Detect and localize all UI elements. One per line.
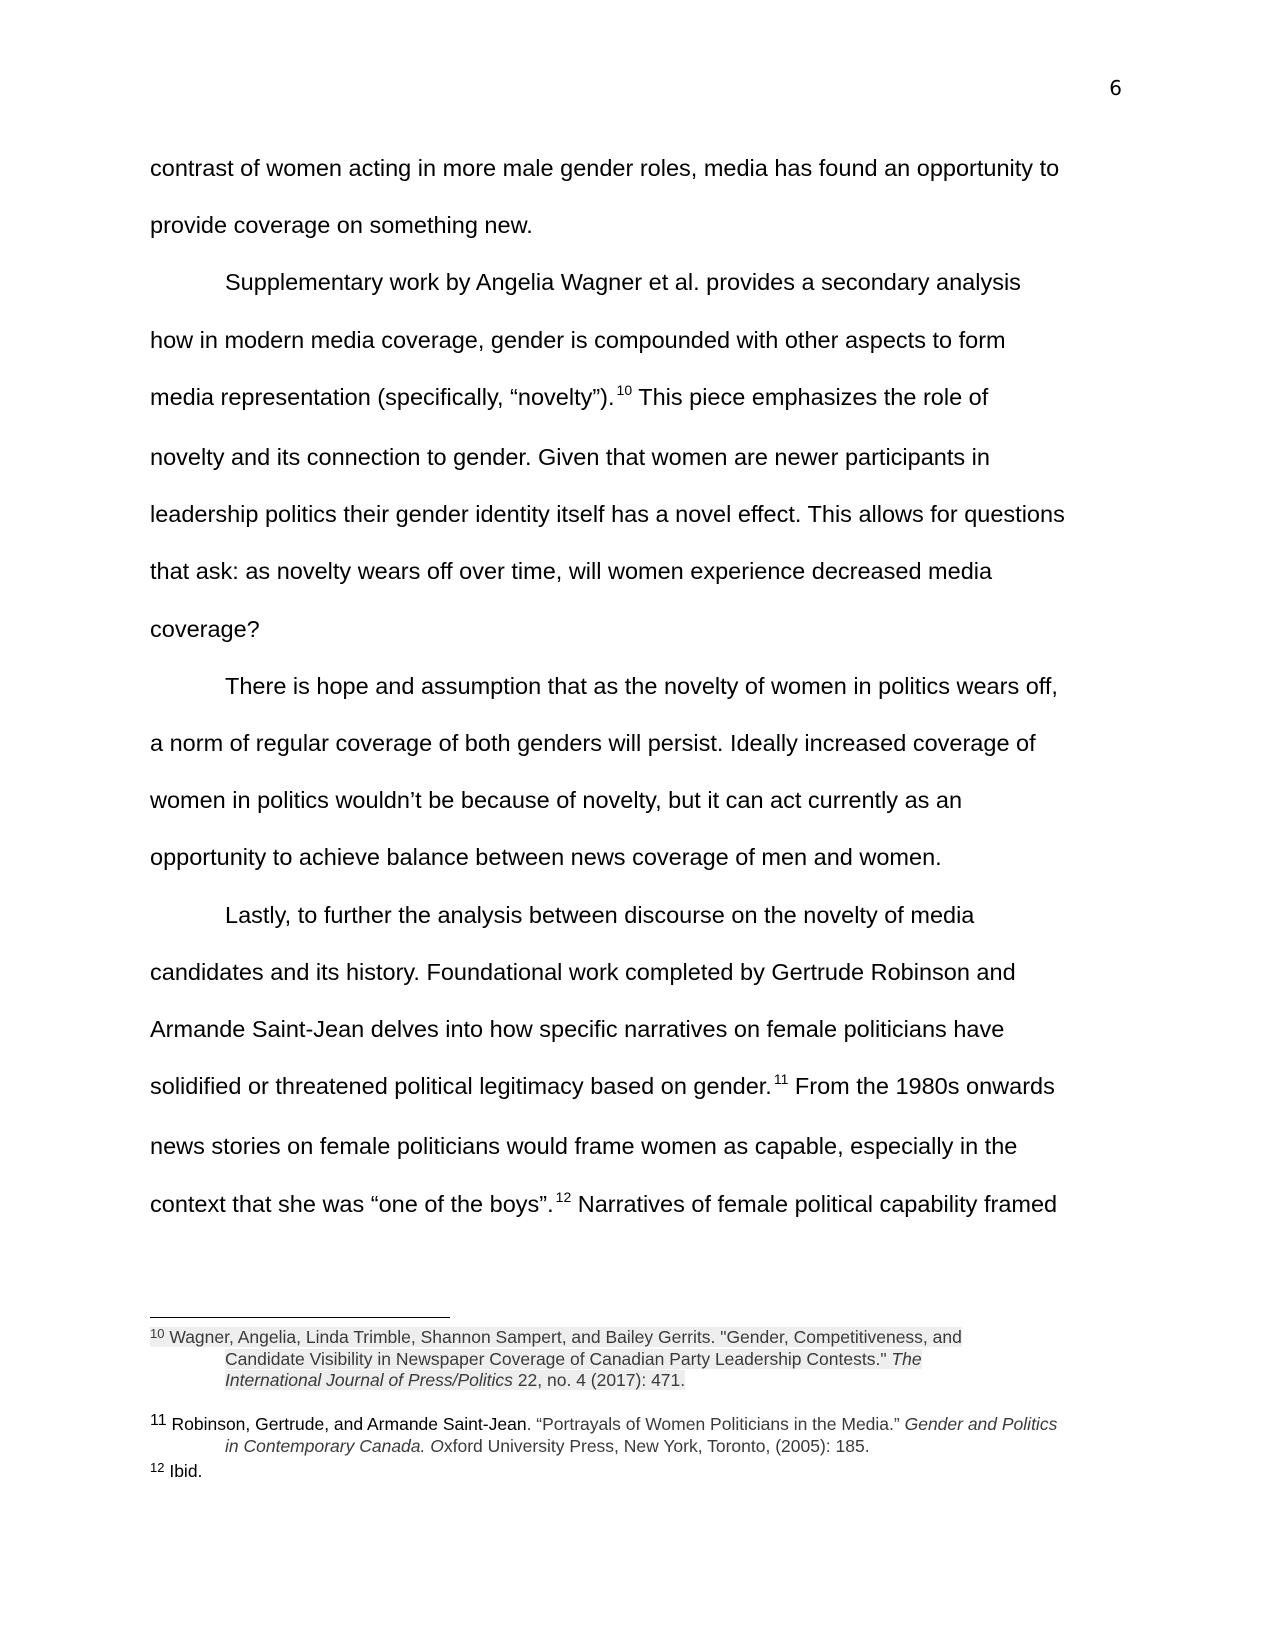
body-line	[150, 1058, 1130, 1118]
body-line: Lastly, to further the analysis between discourse on the novelty of media	[225, 901, 975, 928]
footnote-journal-title: The	[891, 1349, 922, 1369]
body-line: leadership politics their gender identity itself has a novel effect. This allows for questions	[150, 501, 1065, 528]
footnote-line	[150, 1349, 1130, 1370]
footnotes	[150, 1327, 1130, 1483]
body-line-text: From the 1980s onwards	[788, 1073, 1055, 1100]
body-line: how in modern media coverage, gender is compounded with other aspects to form	[150, 326, 1006, 353]
footnote-book-title: Gender and Politics	[904, 1414, 1058, 1434]
body-text	[150, 140, 1130, 1236]
body-line: candidates and its history. Foundational work completed by Gertrude Robinson and	[150, 958, 1016, 985]
body-line: contrast of women acting in more male gender roles, media has found an opportunity to	[150, 155, 1060, 181]
body-line: opportunity to achieve balance between news coverage of men and women.	[150, 844, 942, 871]
body-line: Supplementary work by Angelia Wagner et al. provides a secondary analysis	[225, 269, 1021, 296]
footnote-text: Ibid.	[164, 1461, 203, 1481]
body-line: that ask: as novelty wears off over time, will women experience decreased media	[150, 558, 993, 585]
body-line: provide coverage on something new.	[150, 212, 533, 239]
footnote-line	[150, 1370, 1130, 1391]
footnote-text: Candidate Visibility in Newspaper Coverage of Canadian Party Leadership Contests."	[225, 1349, 892, 1369]
body-line-text: This piece emphasizes the role of	[632, 383, 989, 410]
body-line-text: Narratives of female political capability framed	[571, 1190, 1058, 1217]
page-number: 6	[1109, 76, 1122, 100]
footnote-12	[150, 1461, 1130, 1483]
footnote-line	[150, 1327, 1130, 1349]
body-line-text: media representation (specifically, “novelty”).	[150, 383, 615, 410]
footnote-text: 22, no. 4 (2017): 471.	[512, 1370, 686, 1390]
footnote-number: 12	[150, 1460, 165, 1475]
footnote-journal-title: International Journal of Press/Politics	[225, 1370, 513, 1390]
body-line: novelty and its connection to gender. Given that women are newer participants in	[150, 444, 990, 471]
footnote-line	[150, 1461, 1130, 1483]
footnote-book-title: in Contemporary Canada. O	[225, 1436, 444, 1456]
footnote-11	[150, 1414, 1130, 1457]
footnote-text: xford University Press, New York, Toronto, (2005): 185.	[443, 1436, 870, 1456]
body-line: coverage?	[150, 615, 260, 642]
body-line: a norm of regular coverage of both genders will persist. Ideally increased coverage of	[150, 730, 1036, 757]
body-line: There is hope and assumption that as the novelty of women in politics wears off,	[225, 672, 1058, 699]
body-line-text: solidified or threatened political legitimacy based on gender.	[150, 1073, 772, 1100]
body-line-text: context that she was “one of the boys”.	[150, 1190, 554, 1217]
body-line: news stories on female politicians would frame women as capable, especially in the	[150, 1133, 1018, 1160]
footnote-ref-12[interactable]: 12	[555, 1188, 572, 1205]
footnote-line	[150, 1414, 1130, 1436]
body-line: women in politics wouldn’t be because of novelty, but it can act currently as an	[150, 787, 963, 814]
footnote-number: 10	[150, 1326, 165, 1341]
footnote-line	[150, 1436, 1130, 1457]
footnote-ref-10[interactable]: 10	[616, 381, 633, 398]
footnote-text: . “Portrayals of Women Politicians in the Media.”	[526, 1414, 905, 1434]
footnote-number: 11	[150, 1412, 167, 1429]
body-line: Armande Saint-Jean delves into how specific narratives on female politicians have	[150, 1016, 1005, 1043]
footnote-separator	[150, 1317, 450, 1318]
footnote-10	[150, 1327, 1130, 1391]
footnote-text: Robinson, Gertrude, and Armande Saint-Jean	[166, 1414, 527, 1434]
footnote-text: Wagner, Angelia, Linda Trimble, Shannon Sampert, and Bailey Gerrits. "Gender, Competitiveness, and	[164, 1327, 962, 1347]
footnote-ref-11[interactable]: 11	[773, 1071, 789, 1088]
body-line	[150, 369, 1130, 429]
body-line	[150, 1176, 1130, 1236]
